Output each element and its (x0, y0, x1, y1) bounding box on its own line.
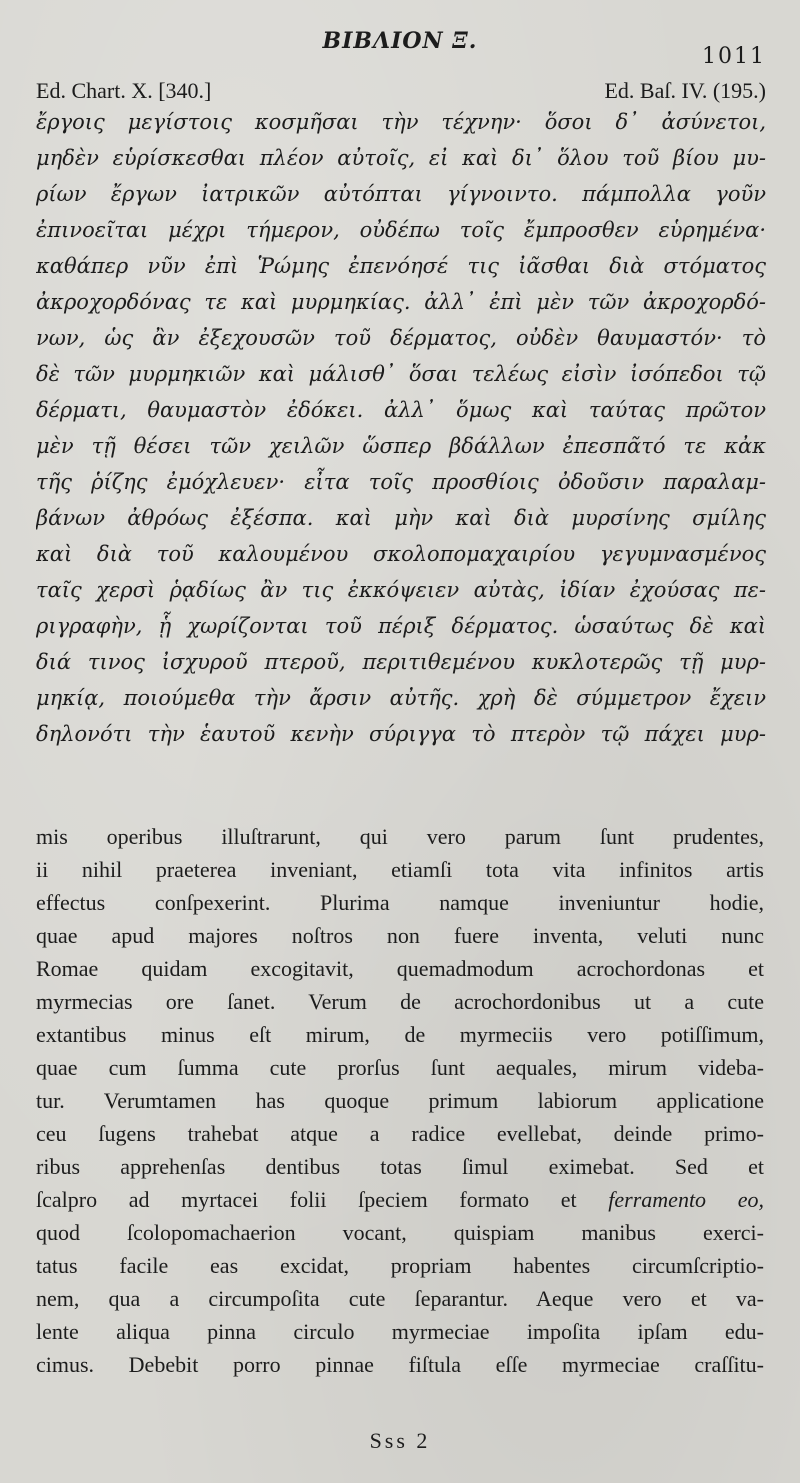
greek-line: νων, ὡς ἂν ἐξεχουσῶν τοῦ δέρματος, οὐδὲν θαυμαστόν· τὸ (36, 326, 766, 350)
greek-line: ἀκροχορδόνας τε καὶ μυρμηκίας. ἀλλ᾽ ἐπὶ μὲν τῶν ἀκροχορδό- (36, 290, 766, 314)
latin-line-text: ſcalpro ad myrtacei folii ſpeciem formato et (36, 1187, 577, 1212)
latin-line: lente aliqua pinna circulo myrmeciae impoſita ipſam edu- (36, 1319, 764, 1344)
latin-line: myrmecias ore ſanet. Verum de acrochordonibus ut a cute (36, 989, 764, 1014)
greek-line: διά τινος ἰσχυροῦ πτεροῦ, περιτιθεμένου κυκλοτερῶς τῇ μυρ- (36, 650, 766, 674)
greek-line: μηκίᾳ, ποιούμεθα τὴν ἄρσιν αὐτῆς. χρὴ δὲ σύμμετρον ἔχειν (36, 686, 766, 710)
latin-line: tatus facile eas excidat, propriam habentes circumſcriptio- (36, 1253, 764, 1278)
latin-italic-phrase: ferramento eo, (608, 1187, 764, 1212)
greek-line: μηδὲν εὑρίσκεσθαι πλέον αὐτοῖς, εἰ καὶ δι᾽ ὅλου τοῦ βίου μυ- (36, 146, 766, 170)
edition-basel-reference: Ed. Baſ. IV. (195.) (604, 78, 766, 103)
latin-line: Romae quidam excogitavit, quemadmodum acrochordonas et (36, 956, 764, 981)
latin-line: extantibus minus eſt mirum, de myrmeciis vero potiſſimum, (36, 1022, 764, 1047)
greek-line: ρίων ἔργων ἰατρικῶν αὐτόπται γίγνοιντο. πάμπολλα γοῦν (36, 182, 766, 206)
latin-line: nem, qua a circumpoſita cute ſeparantur. Aeque vero et va- (36, 1286, 764, 1311)
greek-line: καὶ διὰ τοῦ καλουμένου σκολοπομαχαιρίου γεγυμνασμένος (36, 542, 766, 566)
latin-line: quae apud majores noſtros non fuere inventa, veluti nunc (36, 923, 764, 948)
latin-line: mis operibus illuſtrarunt, qui vero parum ſunt prudentes, (36, 824, 764, 849)
greek-line: δηλονότι τὴν ἑαυτοῦ κενὴν σύριγγα τὸ πτερὸν τῷ πάχει μυρ- (36, 722, 766, 746)
latin-line: ribus apprehenſas dentibus totas ſimul eximebat. Sed et (36, 1154, 764, 1179)
running-title: BIBΛΙΟΝ Ξ. (322, 28, 478, 54)
greek-line: ταῖς χερσὶ ῥᾳδίως ἂν τις ἐκκόψειεν αὐτὰς, ἰδίαν ἐχούσας πε- (36, 578, 766, 602)
greek-line: ἐπινοεῖται μέχρι τήμερον, οὐδέπω τοῖς ἔμπροσθεν εὑρημένα· (36, 218, 766, 242)
greek-line: δέρματι, θαυμαστὸν ἐδόκει. ἀλλ᾽ ὅμως καὶ ταύτας πρῶτον (36, 398, 766, 422)
latin-text-block (36, 820, 764, 1381)
greek-line: ἔργοις μεγίστοις κοσμῆσαι τὴν τέχνην· ὅσοι δ᾽ ἀσύνετοι, (36, 110, 766, 134)
latin-line (36, 1183, 764, 1216)
latin-line: tur. Verumtamen has quoque primum labiorum applicatione (36, 1088, 764, 1113)
greek-line: τῆς ῥίζης ἐμόχλευεν· εἶτα τοῖς προσθίοις ὀδοῦσιν παραλαμ- (36, 470, 766, 494)
greek-line: βάνων ἀθρόως ἐξέσπα. καὶ μὴν καὶ διὰ μυρσίνης σμίλης (36, 506, 766, 530)
printer-signature: Sss 2 (369, 1428, 431, 1453)
greek-line: δὲ τῶν μυρμηκιῶν καὶ μάλισθ᾽ ὅσαι τελέως εἰσὶν ἰσόπεδοι τῷ (36, 362, 766, 386)
latin-line: quod ſcolopomachaerion vocant, quispiam manibus exerci- (36, 1220, 764, 1245)
edition-chart-reference: Ed. Chart. X. [340.] (36, 78, 212, 103)
latin-line: ceu ſugens trahebat atque a radice evellebat, deinde primo- (36, 1121, 764, 1146)
greek-line: μὲν τῇ θέσει τῶν χειλῶν ὥσπερ βδάλλων ἐπεσπᾶτό τε κἀκ (36, 434, 766, 458)
latin-line: quae cum ſumma cute prorſus ſunt aequales, mirum videba- (36, 1055, 764, 1080)
latin-line: effectus conſpexerint. Plurima namque inveniuntur hodie, (36, 890, 764, 915)
greek-line: ριγραφὴν, ᾗ χωρίζονται τοῦ πέριξ δέρματος. ὡσαύτως δὲ καὶ (36, 614, 766, 638)
latin-line: ii nihil praeterea inveniant, etiamſi tota vita infinitos artis (36, 857, 764, 882)
greek-line: καθάπερ νῦν ἐπὶ Ῥώμης ἐπενόησέ τις ἰᾶσθαι διὰ στόματος (36, 254, 766, 278)
latin-line: cimus. Debebit porro pinnae fiſtula eſſe myrmeciae craſſitu- (36, 1352, 764, 1377)
page-number: 1011 (702, 44, 766, 69)
greek-text-block (36, 104, 766, 752)
